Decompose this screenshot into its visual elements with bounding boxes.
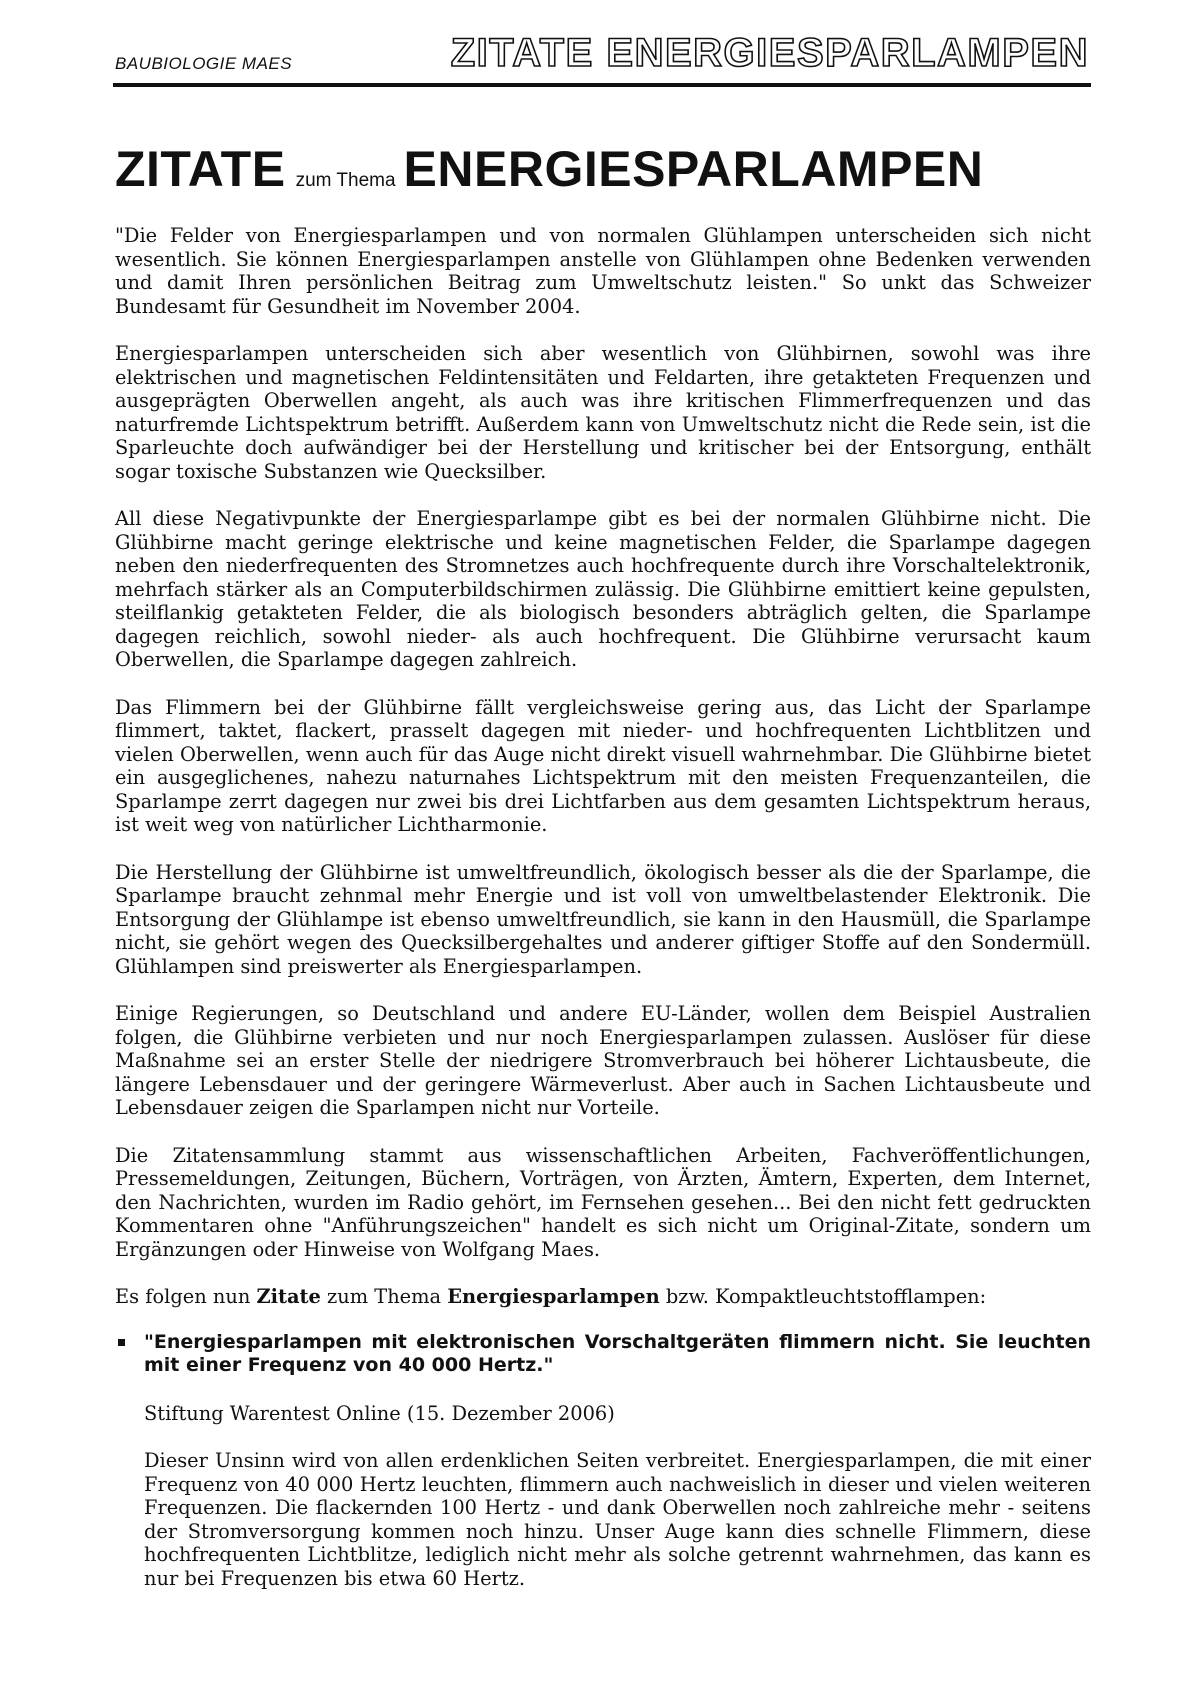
paragraph: Energiesparlampen unterscheiden sich aber wesentlich von Glühbirnen, sowohl was ihre elektrischen und magnetischen Feldintensitäten und Feldarten, ihre getakteten Frequenzen und ausgeprägten Oberwellen angeht, als auch was ihre kritischen Flimmerfrequenzen und das naturfremde Lichtspektrum betrifft. Außerdem kann von Umweltschutz nicht die Rede sein, ist die Sparleuchte doch aufwändiger bei der Herstellung und kritischer bei der Entsorgung, enthält sogar toxische Substanzen wie Quecksilber.: [115, 342, 1091, 483]
bullet-square-icon: [118, 1339, 125, 1346]
paragraph: Das Flimmern bei der Glühbirne fällt vergleichsweise gering aus, das Licht der Sparlampe flimmert, taktet, flackert, prasselt dagegen mit nieder- und hochfrequenten Lichtblitzen und vielen Oberwellen, wenn auch für das Auge nicht direkt visuell wahrnehmbar. Die Glühbirne bietet ein ausgeglichenes, nahezu naturnahes Lichtspektrum mit den meisten Frequenzanteilen, die Sparlampe zerrt dagegen nur zwei bis drei Lichtfarben aus dem gesamten Lichtspektrum heraus, ist weit weg von natürlicher Lichtharmonie.: [115, 695, 1091, 836]
intro-bold-quotes: Zitate: [256, 1285, 321, 1308]
quote-comment: Dieser Unsinn wird von allen erdenklichen Seiten verbreitet. Energiesparlampen, die mit einer Frequenz von 40 000 Hertz leuchten, flimmern auch nachweislich in dieser und vielen weiteren Frequenzen. Die flackernden 100 Hertz - und dank Oberwellen noch zahlreiche mehr - seitens der Stromversorgung kommen noch hinzu. Unser Auge kann dies schnelle Flimmern, diese hochfrequenten Lichtblitze, lediglich nicht mehr als solche getrennt wahrnehmen, das kann es nur bei Frequenzen bis etwa 60 Hertz.: [144, 1449, 1091, 1590]
paragraph: "Die Felder von Energiesparlampen und von normalen Glühlampen unterscheiden sich nicht wesentlich. Sie können Energiesparlampen anstelle von Glühlampen ohne Bedenken verwenden und damit Ihren persönlichen Beitrag zum Umweltschutz leisten." So unkt das Schweizer Bundesamt für Gesundheit im November 2004.: [115, 224, 1091, 318]
page-header: [113, 31, 1091, 82]
header-divider: [113, 83, 1091, 87]
paragraph: All diese Negativpunkte der Energiesparlampe gibt es bei der normalen Glühbirne nicht. Die Glühbirne macht geringe elektrische und keine magnetischen Felder, die Sparlampe dagegen neben den niederfrequenten des Stromnetzes auch hochfrequente durch ihre Vorschaltelektronik, mehrfach stärker als an Computerbildschirmen zulässig. Die Glühbirne emittiert keine gepulsten, steilflankig getakteten Felder, die als biologisch besonders abträglich gelten, die Sparlampe dagegen reichlich, sowohl nieder- als auch hochfrequent. Die Glühbirne verursacht kaum Oberwellen, die Sparlampe dagegen zahlreich.: [115, 507, 1091, 671]
title-part-1: ZITATE: [115, 141, 286, 197]
document-title: ZITATE ENERGIESPARLAMPEN: [450, 31, 1089, 75]
body-text: [115, 224, 1091, 1614]
quotes-intro: [115, 1285, 1091, 1309]
intro-prefix: Es folgen nun: [115, 1285, 257, 1308]
intro-middle: zum Thema: [320, 1285, 448, 1308]
paragraph: Die Herstellung der Glühbirne ist umweltfreundlich, ökologisch besser als die der Sparlampe, die Sparlampe braucht zehnmal mehr Energie und ist voll von umweltbelastender Elektronik. Die Entsorgung der Glühlampe ist ebenso umweltfreundlich, sie kann in den Hausmüll, die Sparlampe nicht, sie gehört wegen des Quecksilbergehaltes und anderer giftiger Stoffe auf den Sondermüll. Glühlampen sind preiswerter als Energiesparlampen.: [115, 860, 1091, 978]
title-connector: zum Thema: [295, 170, 396, 191]
intro-bold-topic: Energiesparlampen: [447, 1285, 660, 1308]
paragraph: Die Zitatensammlung stammt aus wissenschaftlichen Arbeiten, Fachveröffentlichungen, Pressemeldungen, Zeitungen, Büchern, Vorträgen, von Ärzten, Ämtern, Experten, dem Internet, den Nachrichten, wurden im Radio gehört, im Fernsehen gesehen... Bei den nicht fett gedruckten Kommentaren ohne "Anführungszeichen" handelt es sich nicht um Original-Zitate, sondern um Ergänzungen oder Hinweise von Wolfgang Maes.: [115, 1143, 1091, 1261]
quote-text: "Energiesparlampen mit elektronischen Vorschaltgeräten flimmern nicht. Sie leuchten mit einer Frequenz von 40 000 Hertz.": [144, 1330, 1091, 1376]
organization-name: BAUBIOLOGIE MAES: [115, 54, 293, 73]
quote-source: Stiftung Warentest Online (15. Dezember 2006): [144, 1401, 615, 1425]
title-part-2: ENERGIESPARLAMPEN: [403, 141, 984, 197]
quote-item: [115, 1331, 1091, 1591]
intro-suffix: bzw. Kompaktleuchtstofflampen:: [659, 1285, 987, 1308]
page-title: [115, 140, 983, 198]
paragraph: Einige Regierungen, so Deutschland und andere EU-Länder, wollen dem Beispiel Australien folgen, die Glühbirne verbieten und nur noch Energiesparlampen zulassen. Auslöser für diese Maßnahme sei an erster Stelle der niedrigere Stromverbrauch bei höherer Lichtausbeute, die längere Lebensdauer und der geringere Wärmeverlust. Aber auch in Sachen Lichtausbeute und Lebensdauer zeigen die Sparlampen nicht nur Vorteile.: [115, 1002, 1091, 1119]
